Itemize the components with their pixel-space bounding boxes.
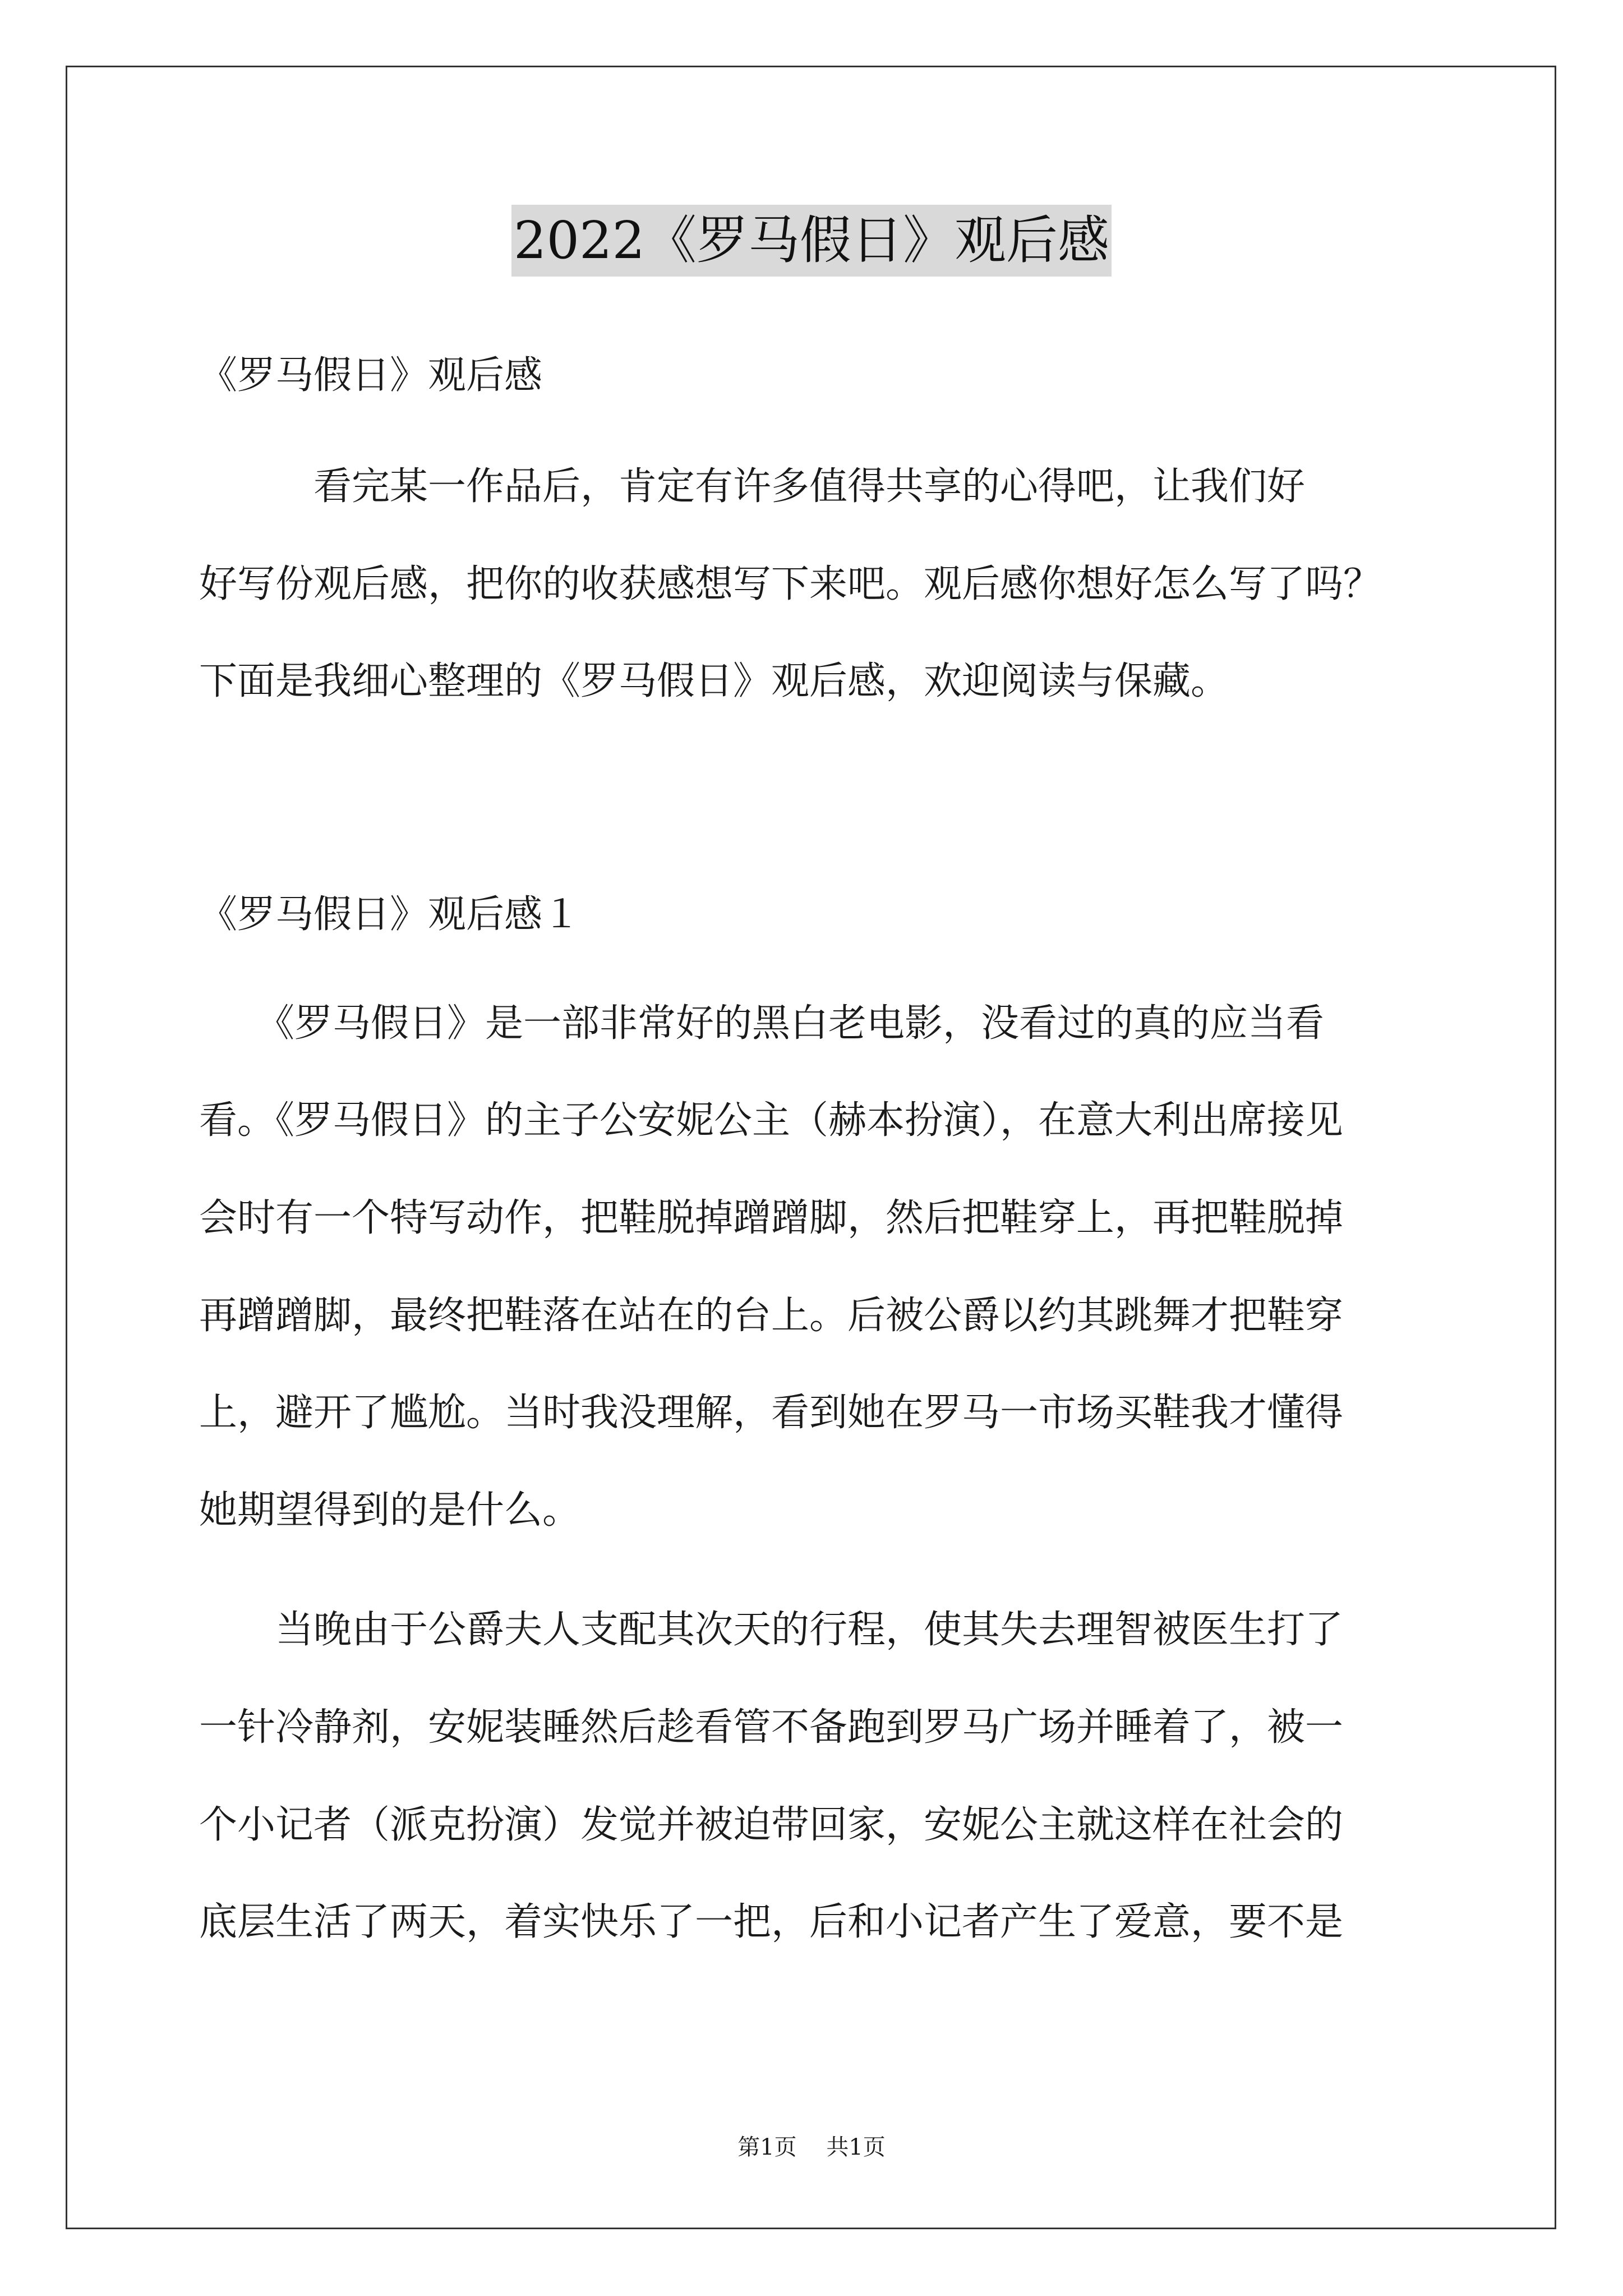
intro-line: 看完某一作品后，肯定有许多值得共享的心得吧，让我们好: [199, 464, 1306, 509]
paragraph-line: 《罗马假日》是一部非常好的黑白老电影，没看过的真的应当看: [199, 1001, 1325, 1046]
intro-line: 下面是我细心整理的《罗马假日》观后感，欢迎阅读与保藏。: [199, 659, 1229, 703]
paragraph-line: 会时有一个特写动作，把鞋脱掉蹭蹭脚，然后把鞋穿上，再把鞋脱掉: [199, 1196, 1344, 1240]
paragraph-line: 看。《罗马假日》的主子公安妮公主（赫本扮演），在意大利出席接见: [199, 1098, 1344, 1143]
paragraph-line: 底层生活了两天，着实快乐了一把，后和小记者产生了爱意，要不是: [199, 1900, 1344, 1944]
paragraph-line: 当晚由于公爵夫人支配其次天的行程，使其失去理智被医生打了: [199, 1608, 1344, 1652]
paragraph-line: 个小记者（派克扮演）发觉并被迫带回家，安妮公主就这样在社会的: [199, 1803, 1344, 1847]
document-heading: 《罗马假日》观后感: [199, 353, 543, 398]
paragraph-line: 上，避开了尴尬。当时我没理解，看到她在罗马一市场买鞋我才懂得: [199, 1391, 1344, 1435]
section-heading: 《罗马假日》观后感１: [199, 892, 581, 937]
document-title: 2022《罗马假日》观后感: [511, 205, 1112, 277]
page-footer: 第1页 共1页: [737, 2134, 886, 2160]
intro-line: 好写份观后感，把你的收获感想写下来吧。观后感你想好怎么写了吗？: [199, 562, 1382, 606]
title-container: [0, 205, 1623, 277]
paragraph-line: 再蹭蹭脚，最终把鞋落在站在的台上。后被公爵以约其跳舞才把鞋穿: [199, 1294, 1344, 1338]
paragraph-line: 她期望得到的是什么。: [199, 1488, 581, 1533]
paragraph-line: 一针冷静剂，安妮装睡然后趁看管不备跑到罗马广场并睡着了，被一: [199, 1705, 1344, 1750]
